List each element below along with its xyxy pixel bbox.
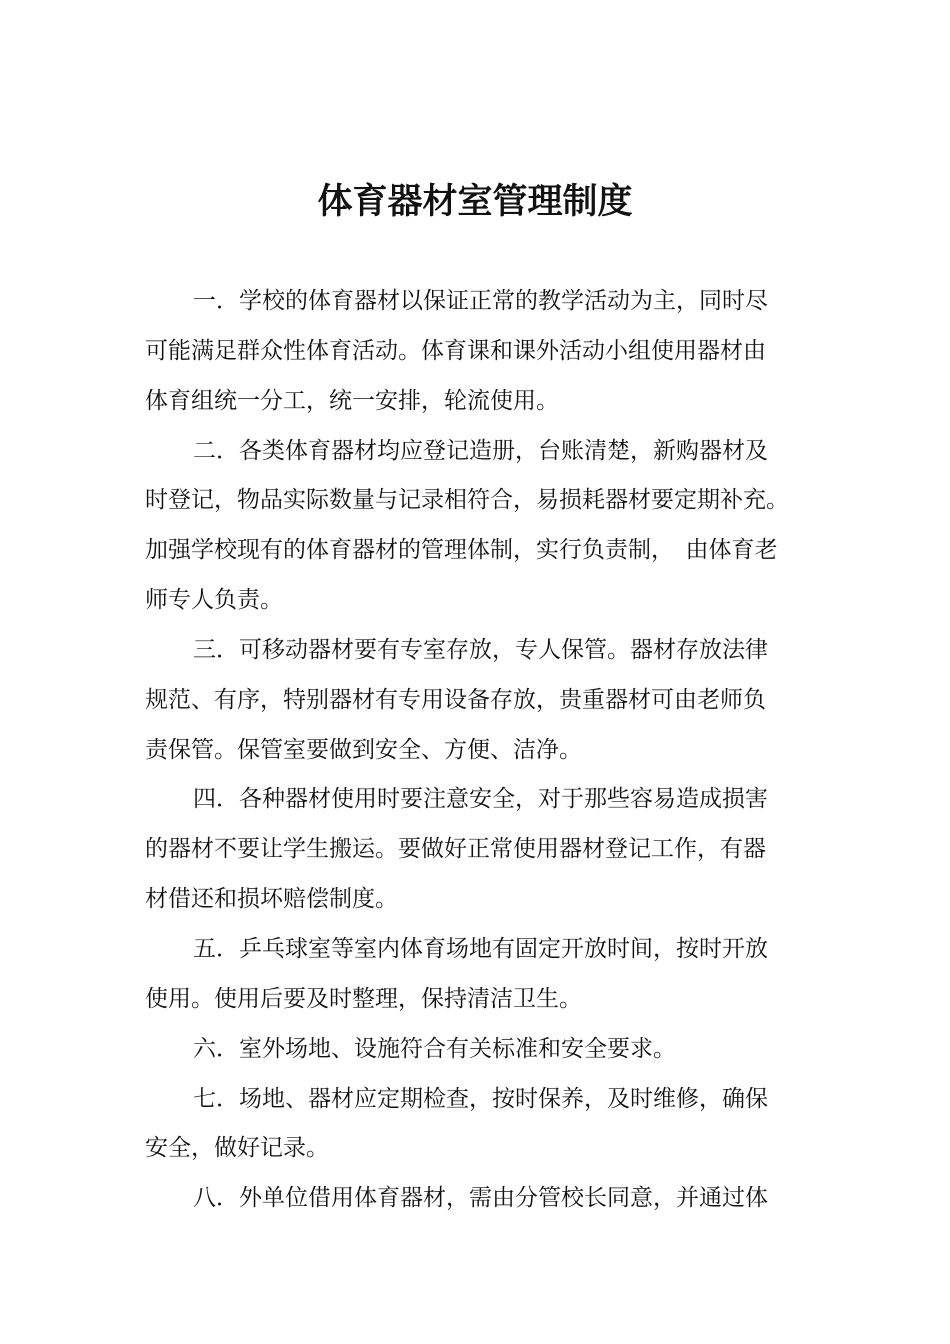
rule-2-line-2: 时登记，物品实际数量与记录相符合，易损耗器材要定期补充。	[145, 487, 789, 514]
rule-1-line-3: 体育组统一分工，统一安排，轮流使用。	[145, 387, 559, 414]
document-title: 体育器材室管理制度	[317, 181, 633, 222]
rule-4-line-3: 材借还和损坏赔偿制度。	[145, 886, 398, 913]
document-body	[145, 282, 810, 1229]
rule-1-line-1: 一．学校的体育器材以保证正常的教学活动为主，同时尽	[193, 288, 768, 314]
rule-6-line-1: 六．室外场地、设施符合有关标准和安全要求。	[193, 1035, 676, 1062]
rule-7-line-1: 七．场地、器材应定期检查，按时保养，及时维修，确保	[193, 1085, 768, 1112]
rule-5-line-1: 五．乒乓球室等室内体育场地有固定开放时间，按时开放	[193, 935, 768, 962]
rule-2-line-3: 加强学校现有的体育器材的管理体制，实行负责制， 由体育老	[145, 537, 778, 564]
rule-8-line-1: 八．外单位借用体育器材，需由分管校长同意，并通过体	[193, 1185, 768, 1212]
rule-4-line-2: 的器材不要让学生搬运。要做好正常使用器材登记工作，有器	[145, 836, 766, 863]
rule-3-line-3: 责保管。保管室要做到安全、方便、洁净。	[145, 736, 582, 763]
rule-2-line-4: 师专人负责。	[145, 587, 283, 614]
rule-3-line-1: 三．可移动器材要有专室存放，专人保管。器材存放法律	[193, 636, 768, 663]
rule-3-line-2: 规范、有序，特别器材有专用设备存放，贵重器材可由老师负	[145, 686, 766, 713]
rule-7-line-2: 安全，做好记录。	[145, 1135, 329, 1162]
rule-1-line-2: 可能满足群众性体育活动。体育课和课外活动小组使用器材由	[145, 337, 766, 364]
rule-5-line-2: 使用。使用后要及时整理，保持清洁卫生。	[145, 985, 582, 1012]
rule-4-line-1: 四．各种器材使用时要注意安全，对于那些容易造成损害	[193, 786, 768, 813]
rule-2-line-1: 二．各类体育器材均应登记造册，台账清楚，新购器材及	[193, 437, 768, 464]
